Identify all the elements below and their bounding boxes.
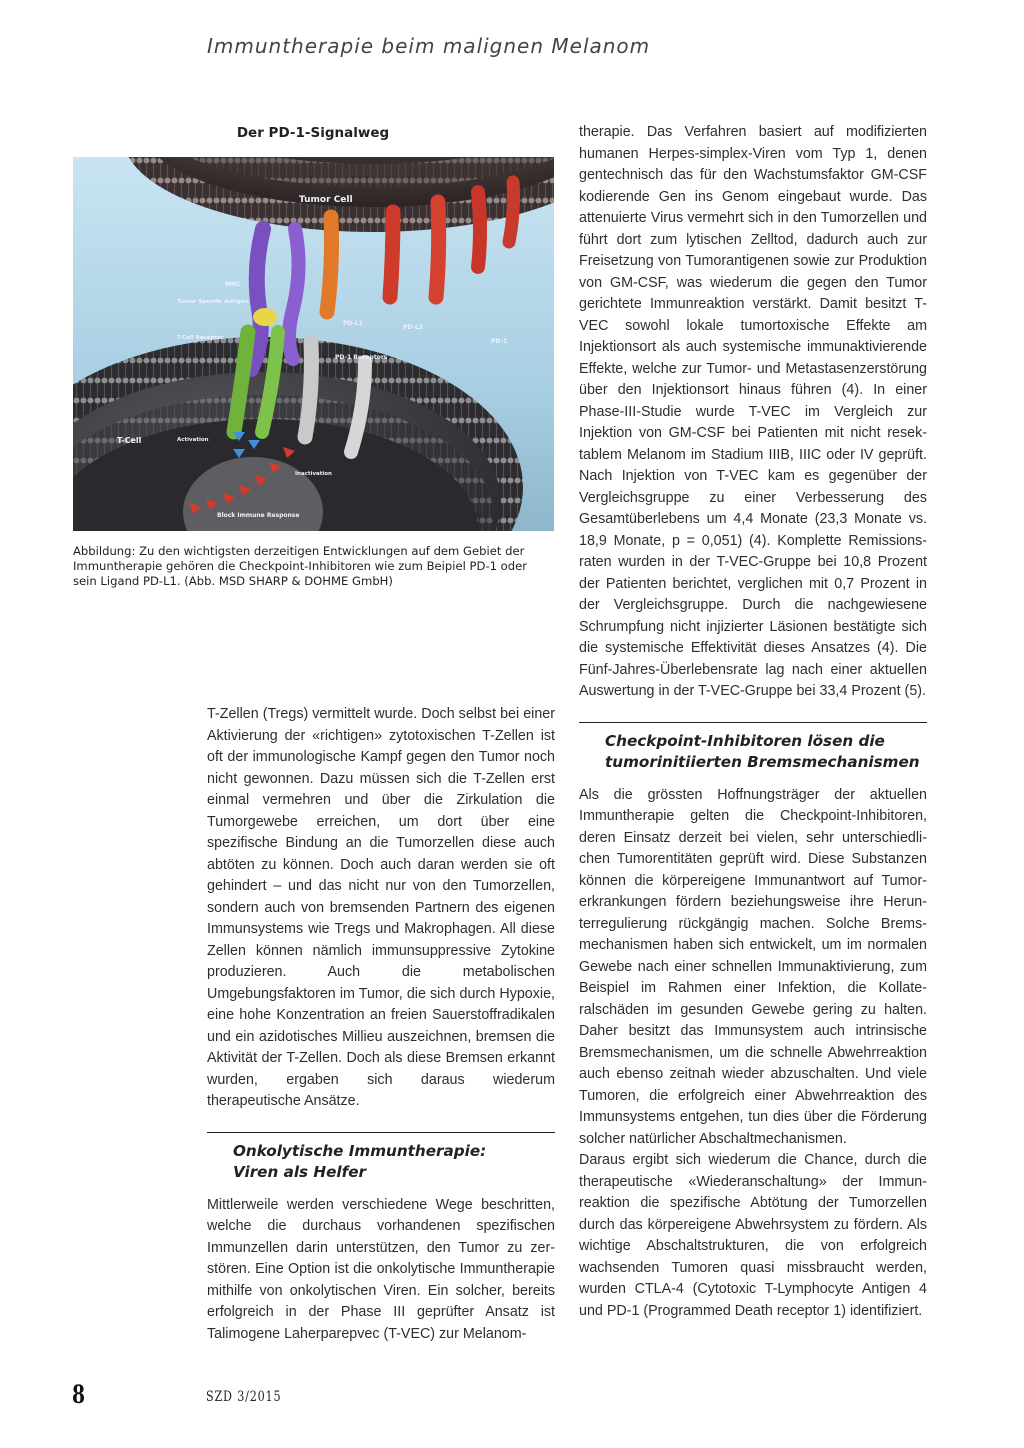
figure-caption: Abbildung: Zu den wichtigsten derzeitigen Entwicklungen auf dem Gebiet der Immuntherapie gehören die Checkpoint-Inhibitoren wie zum Beipiel PD-1 oder sein Ligand PD-L1. (Abb. MSD SHARP & DOHME GmbH) — [73, 544, 528, 588]
label-block-immune-response: Block Immune Response — [217, 512, 300, 519]
left-paragraph-2: Mittlerweile werden verschiedene Wege beschritten, welche die durchaus vorhandenen spezifischen Immunzellen darin unterstützen, den Tumor zu zerstören. Eine Option ist die onkolytische Immuntherapie mithilfe von onkolytischen Viren. Ein solcher, bereits erfolgreich in der Phase III geprüfter Ansatz ist Talimogene Laherparepvec (T-VEC) zur Melanom- — [207, 1196, 555, 1342]
page-number: 8 — [72, 1380, 86, 1409]
pd1-pathway-illustration — [73, 157, 554, 531]
pd-l1-molecule — [327, 217, 332, 312]
left-column — [207, 704, 555, 1345]
section-heading-checkpoint-line1: Checkpoint-Inhibitoren lösen die — [605, 731, 885, 750]
section-heading-checkpoint-line2: tumorinitiierten Bremsmechanismen — [605, 752, 920, 771]
running-title: Immuntherapie beim malignen Melanom — [207, 34, 651, 58]
label-inactivation: Inactivation — [295, 471, 332, 477]
label-pd-1: PD-1 — [491, 338, 508, 345]
label-pd-1-receptors: PD-1 Receptors — [335, 354, 388, 361]
label-t-cell-receptor: T-Cell Receptor — [177, 335, 224, 341]
label-t-cell: T-Cell — [117, 436, 142, 445]
label-pd-l1: PD-L1 — [343, 320, 363, 327]
right-paragraph-3: Daraus ergibt sich wiederum die Chance, durch die therapeutische «Wiederanschaltung» der Immunreaktion die spezifische Abtötung der Tumorzellen durch das körpereigene Abwehrsystem zu fördern. Als wichtige Abschaltstrukturen, die von erfolgreich wachsenden Tumoren quasi missbraucht werden, wurden CTLA-4 (Cytotoxic T-Lymphocyte Antigen 4 und PD-1 (Programmed Death receptor 1) identifiziert. — [579, 1152, 927, 1319]
issue-label: SZD 3/2015 — [206, 1389, 282, 1405]
label-mhc: MHC — [225, 281, 241, 288]
label-pd-l2: PD-L2 — [403, 324, 423, 331]
label-tumor-antigen: Tumor Specific Antigen — [177, 299, 249, 305]
right-paragraph-2: Als die grössten Hoffnungsträger der aktuellen Immuntherapie gelten die Checkpoint-Inhibitoren, deren Einsatz derzeit bei vielen, sehr unterschiedlichen Tumorentitäten geprüft wird. Diese Substanzen können die körpereigene Immunantwort auf Tumorerkrankungen fördern beziehungsweise ihre Herunterregulierung rückgängig machen. Solche Bremsmechanismen haben sich entwickelt, um im normalen Gewebe nach einer schnellen Immunaktivierung, zum Beispiel im Rahmen einer Infektion, die Kollateralschäden im gesunden Gewebe gering zu halten. Daher besitzt das Immunsystem auch intrinsische Bremsmechanismen, um die schnelle Abwehrreaktion auch ebenso zeitnah wieder abzuschalten. Und viele Tumoren, die erfolgreich einer Abwehrreaktion des Immunsystems entgehen, tun dies über die Förderung solcher natürlicher Abschaltmechanismen. — [579, 786, 927, 1147]
section-heading-checkpoint — [579, 722, 927, 773]
right-column — [579, 122, 927, 1322]
section-heading-oncolytic-line2: Viren als Helfer — [233, 1162, 366, 1181]
right-paragraph-1: therapie. Das Verfahren basiert auf modifizierten humanen Herpes-simplex-Viren vom Typ 1, denen gentechnisch das für den Wachstumsfaktor GM-CSF kodierende Gen ins Genom eingebaut wurde. Das attenuierte Virus vermehrt sich in den Tumorzellen und führt dort zum lytischen Zelltod, dadurch auch zur Freisetzung von Tumorantigenen sowie zur Produktion von GM-CSF, was wiederum die gegen den Tumor gerichtete Immunreaktion verstärkt. Damit besitzt T-VEC sowohl lokale tumortoxische Effekte am Injektionsort als auch systemische immunaktivierende Effekte, welche zur Tumor- und Metastasenzerstörung über den Injektionsort hinaus führen (4). In einer Phase-III-Studie wurde T-VEC im Vergleich zur Injektion von GM-CSF bei Patienten mit nicht resektablem Melanom im Stadium IIIB, IIIC oder IV geprüft. Nach Injektion von T-VEC kam es gegenüber der Vergleichsgruppe zu einer Verbesserung des Gesamtüberlebens um 4,4 Monate (23,3 Monate vs. 18,9 Monate, p = 0,051) (4). Komplette Remissionsraten wurden in der T-VEC-Gruppe bei 10,8 Prozent der Patienten berichtet, verglichen mit 0,7 Prozent in der Vergleichsgruppe. Durch die nachgewiesene Schrumpfung nicht injizierter Läsionen bestätigte sich die systemische Effektivität dieses Ansatzes (4). Die Fünf-Jahres-Überlebensrate lag nach einer aktuellen Auswertung in der T-VEC-Gruppe bei 33,4 Prozent (5). — [579, 124, 927, 699]
section-heading-oncolytic — [207, 1132, 555, 1183]
section-heading-oncolytic-line1: Onkolytische Immuntherapie: — [233, 1141, 487, 1160]
tumor-antigen — [253, 308, 277, 326]
label-activation: Activation — [177, 437, 209, 443]
left-paragraph-1: T-Zellen (Tregs) vermittelt wurde. Doch selbst bei einer Aktivierung der «richtigen» zytotoxischen T-Zellen ist oft der immunologische Kampf gegen den Tumor noch nicht gewonnen. Dazu müssen sich die T-Zellen erst einmal vermehren und über die Zirkulation die Tumorgewebe erreichen, um dort über eine spezifische Bindung an die Tumorzellen diese auch abtöten zu können. Doch auch daran werden sie oft gehindert – und das nicht nur von den Tumorzellen, sondern auch von bremsenden Partnern des eigenen Immunsystems wie Tregs und Makrophagen. All diese Zellen können nämlich immunsuppressive Zytokine produzieren. Auch die metabolischen Umgebungsfaktoren im Tumor, die sich durch Hypoxie, eine hohe Konzentration an freien Sauerstoffradikalen und ein azidotisches Millieu auszeichnen, bremsen die Aktivität der T-Zellen. Doch als diese Bremsen erkannt wurden, ergaben sich daraus wiederum therapeutische Ansätze. — [207, 706, 555, 1109]
label-tumor-cell: Tumor Cell — [299, 195, 353, 205]
figure-title: Der PD-1-Signalweg — [236, 125, 390, 141]
